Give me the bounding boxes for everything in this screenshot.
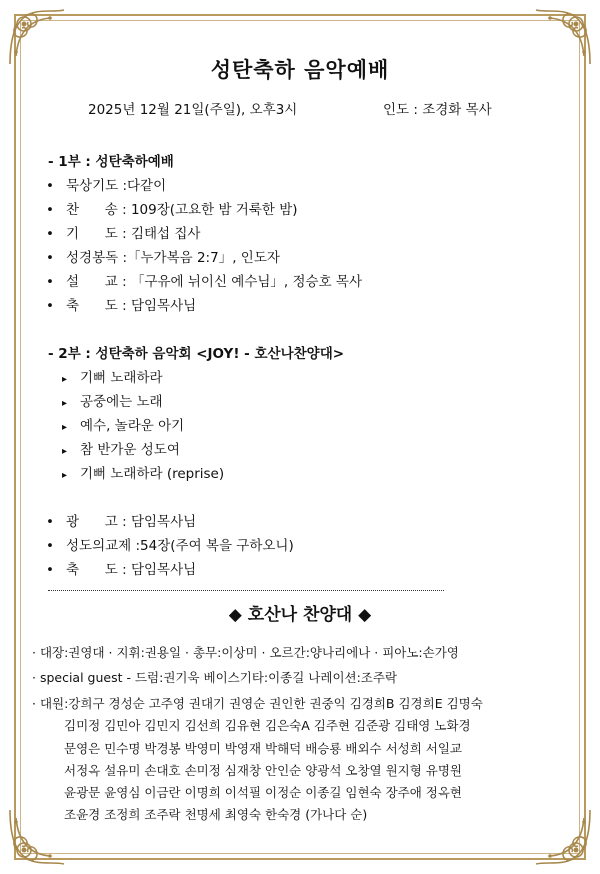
- members-line: · 대원:강희구 경성순 고주영 권대기 권영순 권인한 권중익 김경희B 김경희E 김명숙: [32, 696, 483, 711]
- order-item: • 묵상기도 :다같이: [46, 178, 167, 194]
- members-line: 김미정 김민아 김민지 김선희 김유현 김은숙A 김주현 김준광 김태영 노화경: [64, 718, 471, 734]
- song-item: ▸ 기뻐 노래하라: [62, 370, 163, 386]
- song-item: ▸ 기뻐 노래하라 (reprise): [62, 466, 225, 482]
- service-date: 2025년 12월 21일(주일), 오후3시: [88, 102, 298, 118]
- service-leader: 인도 : 조경화 목사: [383, 102, 492, 118]
- members-line: 조윤경 조정희 조주락 천명세 최영숙 한숙경 (가나다 순): [64, 807, 368, 823]
- choir-title: ◆ 호산나 찬양대 ◆: [228, 605, 372, 625]
- choir-members: [32, 693, 572, 827]
- song-item: ▸ 공중에는 노래: [62, 394, 163, 410]
- dotted-divider: [48, 590, 444, 591]
- part2-heading: - 2부 : 성탄축하 음악회 <JOY! - 호산나찬양대>: [48, 346, 345, 362]
- order-item: • 축 도 : 담임목사님: [46, 562, 197, 578]
- order-item: • 찬 송 : 109장(고요한 밤 거룩한 밤): [46, 202, 298, 218]
- order-item: • 축 도 : 담임목사님: [46, 298, 197, 314]
- bullet-icon: •: [46, 562, 54, 578]
- triangle-bullet-icon: ▸: [62, 422, 68, 433]
- members-line: 문영은 민수명 박경봉 박영미 박영재 박해덕 배승룡 배외수 서성희 서일교: [64, 740, 463, 756]
- order-item: • 성도의교제 :54장(주여 복을 구하오니): [46, 538, 294, 554]
- bullet-icon: •: [46, 202, 54, 218]
- bullet-icon: •: [46, 178, 54, 194]
- bullet-icon: •: [46, 250, 54, 266]
- order-item: • 기 도 : 김태섭 집사: [46, 226, 201, 242]
- choir-staff-line: · 대장:권영대 · 지휘:권용일 · 총무:이상미 · 오르간:양나리에나 · 피아노:손가영: [32, 645, 459, 660]
- bullet-icon: •: [46, 538, 54, 554]
- order-item: • 성경봉독 :「누가복음 2:7」, 인도자: [46, 250, 280, 266]
- song-item: ▸ 예수, 놀라운 아기: [62, 418, 185, 434]
- members-line: 윤광문 윤영심 이금란 이명희 이석필 이정순 이종길 임현숙 장주애 정옥현: [64, 785, 463, 801]
- bullet-icon: •: [46, 226, 54, 242]
- members-line: 서정옥 설유미 손대호 손미정 심재창 안인순 양광석 오창열 원지형 유명원: [64, 762, 463, 778]
- bullet-icon: •: [46, 274, 54, 290]
- bullet-icon: •: [46, 514, 54, 530]
- order-item: • 광 고 : 담임목사님: [46, 514, 197, 530]
- bullet-icon: •: [46, 298, 54, 314]
- choir-guest-line: · special guest - 드럼:권기욱 베이스기타:이종길 나레이션:조주락: [32, 670, 398, 685]
- triangle-bullet-icon: ▸: [62, 374, 68, 385]
- part1-heading: - 1부 : 성탄축하예배: [48, 154, 174, 170]
- order-item: • 설 교 : 「구유에 뉘이신 예수님」, 정승호 목사: [46, 274, 362, 290]
- triangle-bullet-icon: ▸: [62, 398, 68, 409]
- triangle-bullet-icon: ▸: [62, 446, 68, 457]
- song-item: ▸ 참 반가운 성도여: [62, 442, 180, 458]
- triangle-bullet-icon: ▸: [62, 470, 68, 481]
- page-title: 성탄축하 음악예배: [210, 58, 390, 82]
